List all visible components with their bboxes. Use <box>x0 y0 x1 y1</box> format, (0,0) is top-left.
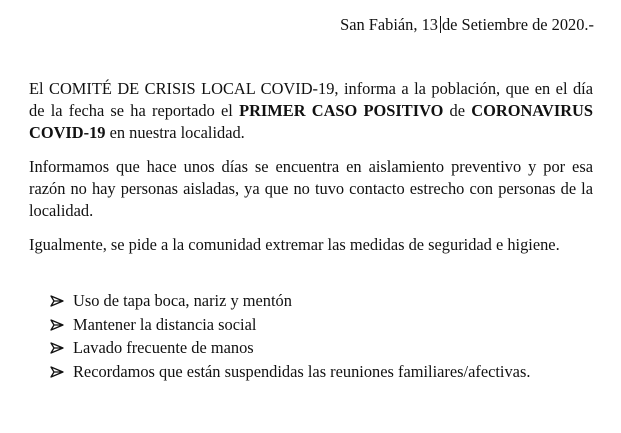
list-item-text: Lavado frecuente de manos <box>73 338 254 357</box>
arrow-bullet-icon <box>50 342 64 354</box>
list-item <box>50 290 593 312</box>
measures-paragraph: Igualmente, se pide a la comunidad extremar las medidas de seguridad e higiene. <box>29 235 560 254</box>
list-item-text: Mantener la distancia social <box>73 314 257 334</box>
arrow-bullet-icon <box>50 366 64 378</box>
list-item-text: Uso de tapa boca, nariz y mentón <box>73 291 292 310</box>
list-item <box>50 314 593 336</box>
list-item <box>50 361 593 383</box>
date-text-start: San Fabián, 13 <box>340 15 438 34</box>
arrow-bullet-icon <box>50 295 64 307</box>
isolation-paragraph: Informamos que hace unos días se encuentra en aislamiento preventivo y por esa razón no hay personas aisladas, ya que no tuvo contacto estrecho con personas de la localidad. <box>29 157 593 220</box>
announcement-text-1: El COMITÉ DE CRISIS LOCAL COVID-19, informa a la población, que en el día de la fecha se ha reportado el <box>29 79 593 120</box>
date-text-end: de Setiembre de 2020.- <box>441 15 594 34</box>
first-case-emphasis: PRIMER CASO POSITIVO <box>239 101 444 120</box>
text-cursor <box>440 16 441 33</box>
arrow-bullet-icon <box>50 319 64 331</box>
measures-list <box>50 290 593 384</box>
list-item <box>50 337 593 359</box>
coronavirus-emphasis: CORONAVIRUS COVID-19 <box>29 101 594 142</box>
announcement-paragraph <box>29 78 593 144</box>
announcement-text-2: de <box>443 101 472 120</box>
date-line <box>340 14 594 36</box>
list-item-text: Recordamos que están suspendidas las reuniones familiares/afectivas. <box>73 361 531 381</box>
announcement-text-3: en nuestra localidad. <box>105 123 245 142</box>
